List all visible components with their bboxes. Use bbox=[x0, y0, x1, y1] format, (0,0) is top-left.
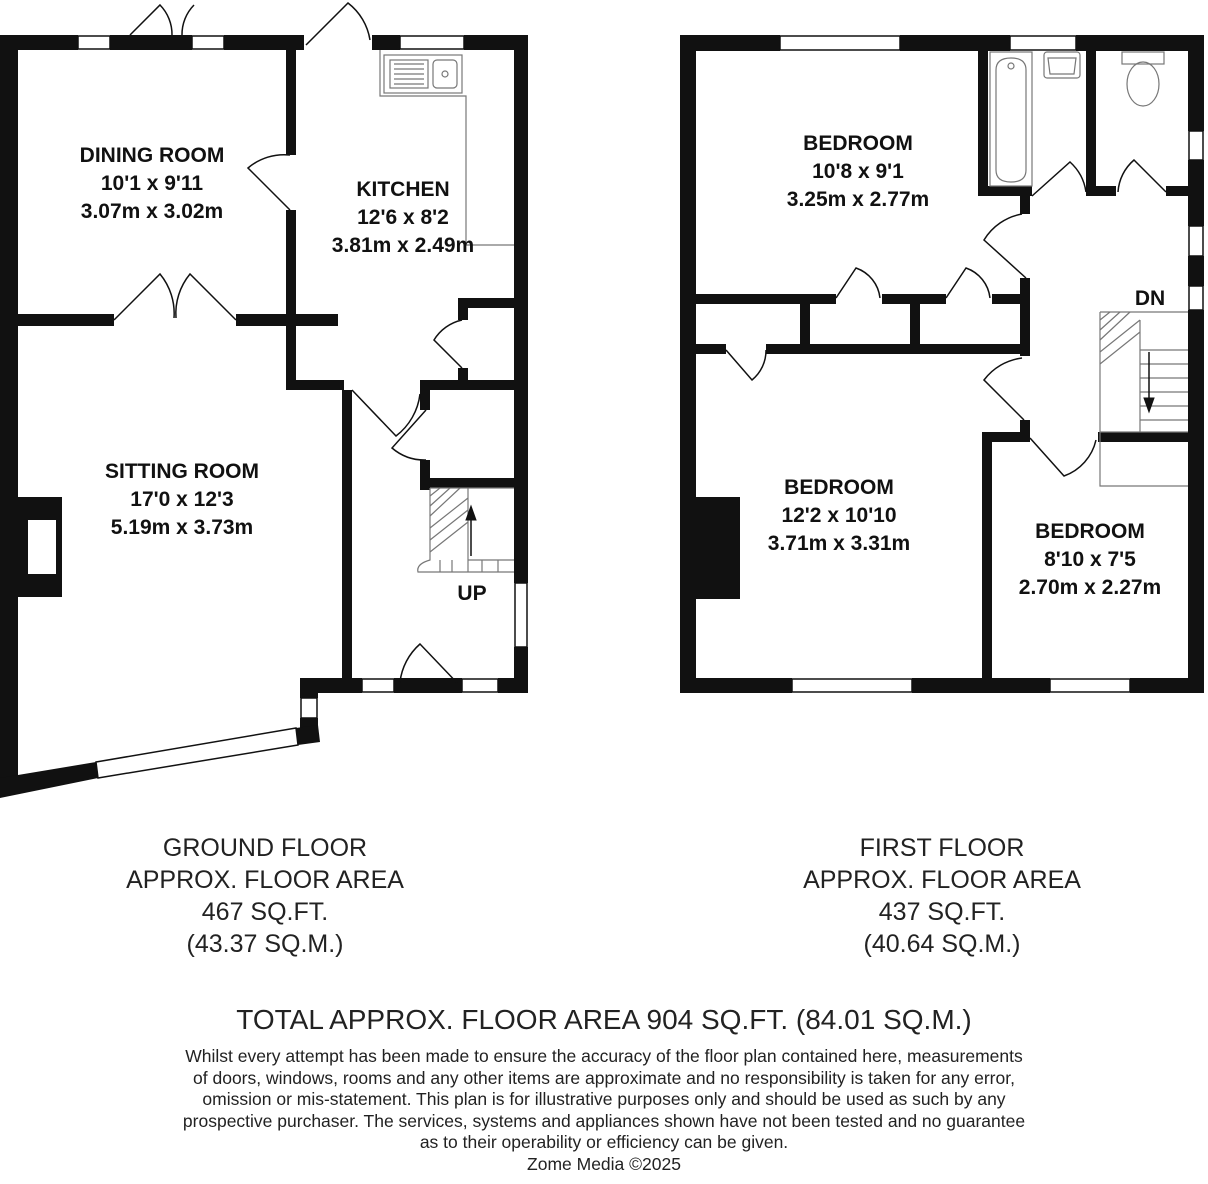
first-floor-caption bbox=[732, 832, 1152, 960]
first-door-wardrobe-3 bbox=[726, 350, 766, 380]
floor-area-sqm: (43.37 SQ.M.) bbox=[186, 930, 344, 958]
first-outer-wall-right-3 bbox=[1188, 256, 1204, 286]
floor-area-label: APPROX. FLOOR AREA bbox=[803, 866, 1081, 894]
first-wall-bath-wc bbox=[1086, 35, 1096, 195]
first-door-wc bbox=[1118, 160, 1166, 192]
kitchen-tap-icon bbox=[442, 71, 448, 77]
total-floor-area: TOTAL APPROX. FLOOR AREA 904 SQ.FT. (84.01 SQ.M.) bbox=[236, 1004, 972, 1035]
first-door-bed2 bbox=[984, 358, 1024, 420]
ground-outer-wall-top-left bbox=[0, 35, 78, 50]
first-outer-wall-left bbox=[680, 35, 696, 693]
ground-floor-plan bbox=[0, 3, 528, 798]
room-metric: 2.70m x 2.27m bbox=[1018, 576, 1162, 599]
credit: Zome Media ©2025 bbox=[527, 1153, 681, 1174]
first-chimney-breast bbox=[696, 497, 740, 599]
floor-area-sqft: 437 SQ.FT. bbox=[878, 898, 1006, 926]
ground-door-double-left bbox=[114, 274, 174, 320]
room-name: BEDROOM bbox=[803, 132, 913, 155]
first-window-bed1 bbox=[780, 36, 900, 50]
kitchen-sink-bowl bbox=[433, 60, 457, 88]
wc-pan-icon bbox=[1127, 62, 1159, 106]
ground-window-hall-side bbox=[515, 583, 527, 647]
first-outer-wall-right-1 bbox=[1188, 35, 1204, 131]
ground-outer-wall-top-right bbox=[372, 35, 400, 50]
ground-outer-wall-bottom-slant2 bbox=[296, 725, 320, 745]
ground-window-porch-2 bbox=[462, 679, 498, 692]
bath-tub-inner-icon bbox=[996, 58, 1026, 182]
first-wall-bath-bottom bbox=[978, 186, 1032, 196]
first-window-bed2 bbox=[792, 679, 912, 692]
room-metric: 5.19m x 3.73m bbox=[110, 516, 254, 539]
first-outer-wall-top-mid bbox=[900, 35, 1010, 51]
first-wall-bed1-bottom-right bbox=[992, 294, 1028, 304]
room-imperial: 12'2 x 10'10 bbox=[781, 504, 897, 527]
ground-door-dining-kitchen bbox=[248, 155, 290, 210]
first-door-wardrobe-2 bbox=[946, 268, 990, 298]
room-imperial: 8'10 x 7'5 bbox=[1044, 548, 1136, 571]
ground-stairs-treads bbox=[430, 488, 514, 572]
first-outer-wall-bottom-left bbox=[680, 678, 792, 693]
ground-wall-dining-sitting-right bbox=[236, 314, 338, 326]
ground-door-cupboard bbox=[434, 320, 462, 368]
ground-outer-wall-bottom-right bbox=[498, 678, 528, 693]
ground-outer-wall-bay bbox=[300, 678, 318, 698]
disclaimer-line: as to their operability or efficiency can be given. bbox=[419, 1132, 789, 1152]
first-window-bed3 bbox=[1050, 679, 1130, 692]
room-imperial: 12'6 x 8'2 bbox=[357, 206, 449, 229]
floor-area-sqft: 467 SQ.FT. bbox=[201, 898, 329, 926]
ground-outer-wall-top-mid bbox=[110, 35, 192, 50]
ground-wall-stairs-top bbox=[420, 478, 518, 488]
first-wall-bed3-top bbox=[982, 432, 1030, 442]
ground-outer-wall-left bbox=[0, 35, 18, 798]
first-outer-wall-bottom-right bbox=[1130, 678, 1204, 693]
disclaimer-line: omission or mis-statement. This plan is for illustrative purposes only and should be used as such by any bbox=[202, 1089, 1006, 1109]
floor-name: FIRST FLOOR bbox=[859, 834, 1025, 862]
first-outer-wall-bottom-mid bbox=[912, 678, 1050, 693]
first-window-bath bbox=[1010, 36, 1076, 50]
ground-door-front-garden-1 bbox=[130, 5, 172, 35]
first-wall-bath-left bbox=[978, 35, 988, 195]
first-wall-bed1-bottom-left bbox=[696, 294, 836, 304]
room-name: BEDROOM bbox=[1035, 520, 1145, 543]
first-room-bedroom-3 bbox=[1019, 520, 1161, 599]
floor-area-label: APPROX. FLOOR AREA bbox=[126, 866, 404, 894]
ground-outer-wall-bottom-mid bbox=[394, 678, 462, 693]
room-metric: 3.71m x 3.31m bbox=[767, 532, 911, 555]
ground-wall-cupboard-left bbox=[458, 298, 468, 320]
first-door-bath bbox=[1032, 162, 1086, 196]
ground-floor-caption bbox=[55, 832, 475, 960]
first-outer-wall-top-left bbox=[680, 35, 780, 51]
room-imperial: 10'8 x 9'1 bbox=[812, 160, 904, 183]
room-metric: 3.81m x 2.49m bbox=[331, 234, 475, 257]
first-stairs-label: DN bbox=[1134, 287, 1166, 310]
first-wall-bed2-bed3 bbox=[982, 432, 992, 682]
ground-wall-dining-kitchen bbox=[286, 35, 296, 155]
ground-chimney-void bbox=[28, 520, 56, 574]
ground-room-kitchen bbox=[332, 178, 474, 257]
floor-area-sqm: (40.64 SQ.M.) bbox=[863, 930, 1021, 958]
first-wall-wc-bottom2 bbox=[1166, 186, 1192, 196]
ground-room-dining bbox=[80, 144, 225, 223]
first-window-side-2 bbox=[1189, 226, 1203, 256]
room-name: DINING ROOM bbox=[79, 144, 225, 167]
first-door-bed3 bbox=[1030, 438, 1096, 476]
ground-door-kitchen-back bbox=[306, 3, 370, 45]
room-imperial: 17'0 x 12'3 bbox=[130, 488, 234, 511]
room-metric: 3.25m x 2.77m bbox=[786, 188, 930, 211]
room-name: BEDROOM bbox=[784, 476, 894, 499]
ground-wall-dining-sitting-left bbox=[18, 314, 114, 326]
ground-wall-under-stairs bbox=[420, 380, 430, 410]
room-metric: 3.07m x 3.02m bbox=[80, 200, 224, 223]
first-stairs-arrow-icon bbox=[1144, 352, 1154, 412]
first-wall-wardrobe-bottom bbox=[766, 344, 1028, 354]
kitchen-drainer-ridges bbox=[394, 64, 424, 84]
ground-window-dining-1 bbox=[78, 36, 110, 49]
disclaimer-line: prospective purchaser. The services, systems and appliances shown have not been tested and no guarantee bbox=[182, 1110, 1026, 1131]
first-floor-plan bbox=[680, 35, 1204, 693]
first-wall-landing-left bbox=[1020, 196, 1030, 214]
room-imperial: 10'1 x 9'11 bbox=[100, 172, 204, 195]
first-bath-fixtures bbox=[990, 52, 1164, 186]
ground-wall-kitchen-bottom bbox=[286, 380, 344, 390]
disclaimer bbox=[124, 1046, 1084, 1175]
first-wall-wardrobe-bottom-left bbox=[696, 344, 726, 354]
first-wall-bed3-top2 bbox=[1098, 432, 1204, 442]
ground-window-dining-2 bbox=[192, 36, 224, 49]
first-wall-wc-bottom bbox=[1086, 186, 1116, 196]
first-door-bed1 bbox=[984, 214, 1026, 278]
ground-stairs bbox=[418, 488, 514, 572]
ground-room-sitting bbox=[105, 460, 259, 539]
first-stairs-treads bbox=[1100, 312, 1188, 432]
disclaimer-line: of doors, windows, rooms and any other items are approximate and no responsibility is taken for any error, bbox=[193, 1067, 1015, 1088]
room-name: SITTING ROOM bbox=[105, 460, 259, 483]
ground-door-front-garden-2 bbox=[182, 5, 194, 35]
bath-tap-icon bbox=[1008, 63, 1014, 69]
basin-bowl-icon bbox=[1048, 58, 1076, 74]
first-door-wardrobe-1 bbox=[836, 268, 880, 298]
floor-name: GROUND FLOOR bbox=[162, 834, 368, 862]
ground-window-bay bbox=[96, 728, 298, 778]
ground-wall-cupboard-bottom bbox=[420, 380, 518, 390]
ground-stairs-label: UP bbox=[457, 582, 487, 605]
ground-outer-wall-right-upper bbox=[514, 35, 528, 583]
disclaimer-line: Whilst every attempt has been made to ensure the accuracy of the floor plan contained here, measurements bbox=[185, 1046, 1023, 1066]
first-room-bedroom-1 bbox=[787, 132, 929, 211]
ground-wall-dining-kitchen-lower bbox=[286, 210, 296, 390]
ground-door-double-right bbox=[176, 274, 236, 320]
ground-window-porch-1 bbox=[362, 679, 394, 692]
first-outer-wall-right-4 bbox=[1188, 310, 1204, 693]
ground-wall-hall-left bbox=[342, 390, 352, 690]
first-window-side-1 bbox=[1189, 131, 1203, 160]
first-room-bedroom-2 bbox=[768, 476, 910, 555]
first-window-side-3 bbox=[1189, 286, 1203, 310]
room-name: KITCHEN bbox=[356, 178, 450, 201]
ground-window-bay-side bbox=[301, 698, 317, 718]
ground-window-kitchen bbox=[400, 36, 464, 49]
